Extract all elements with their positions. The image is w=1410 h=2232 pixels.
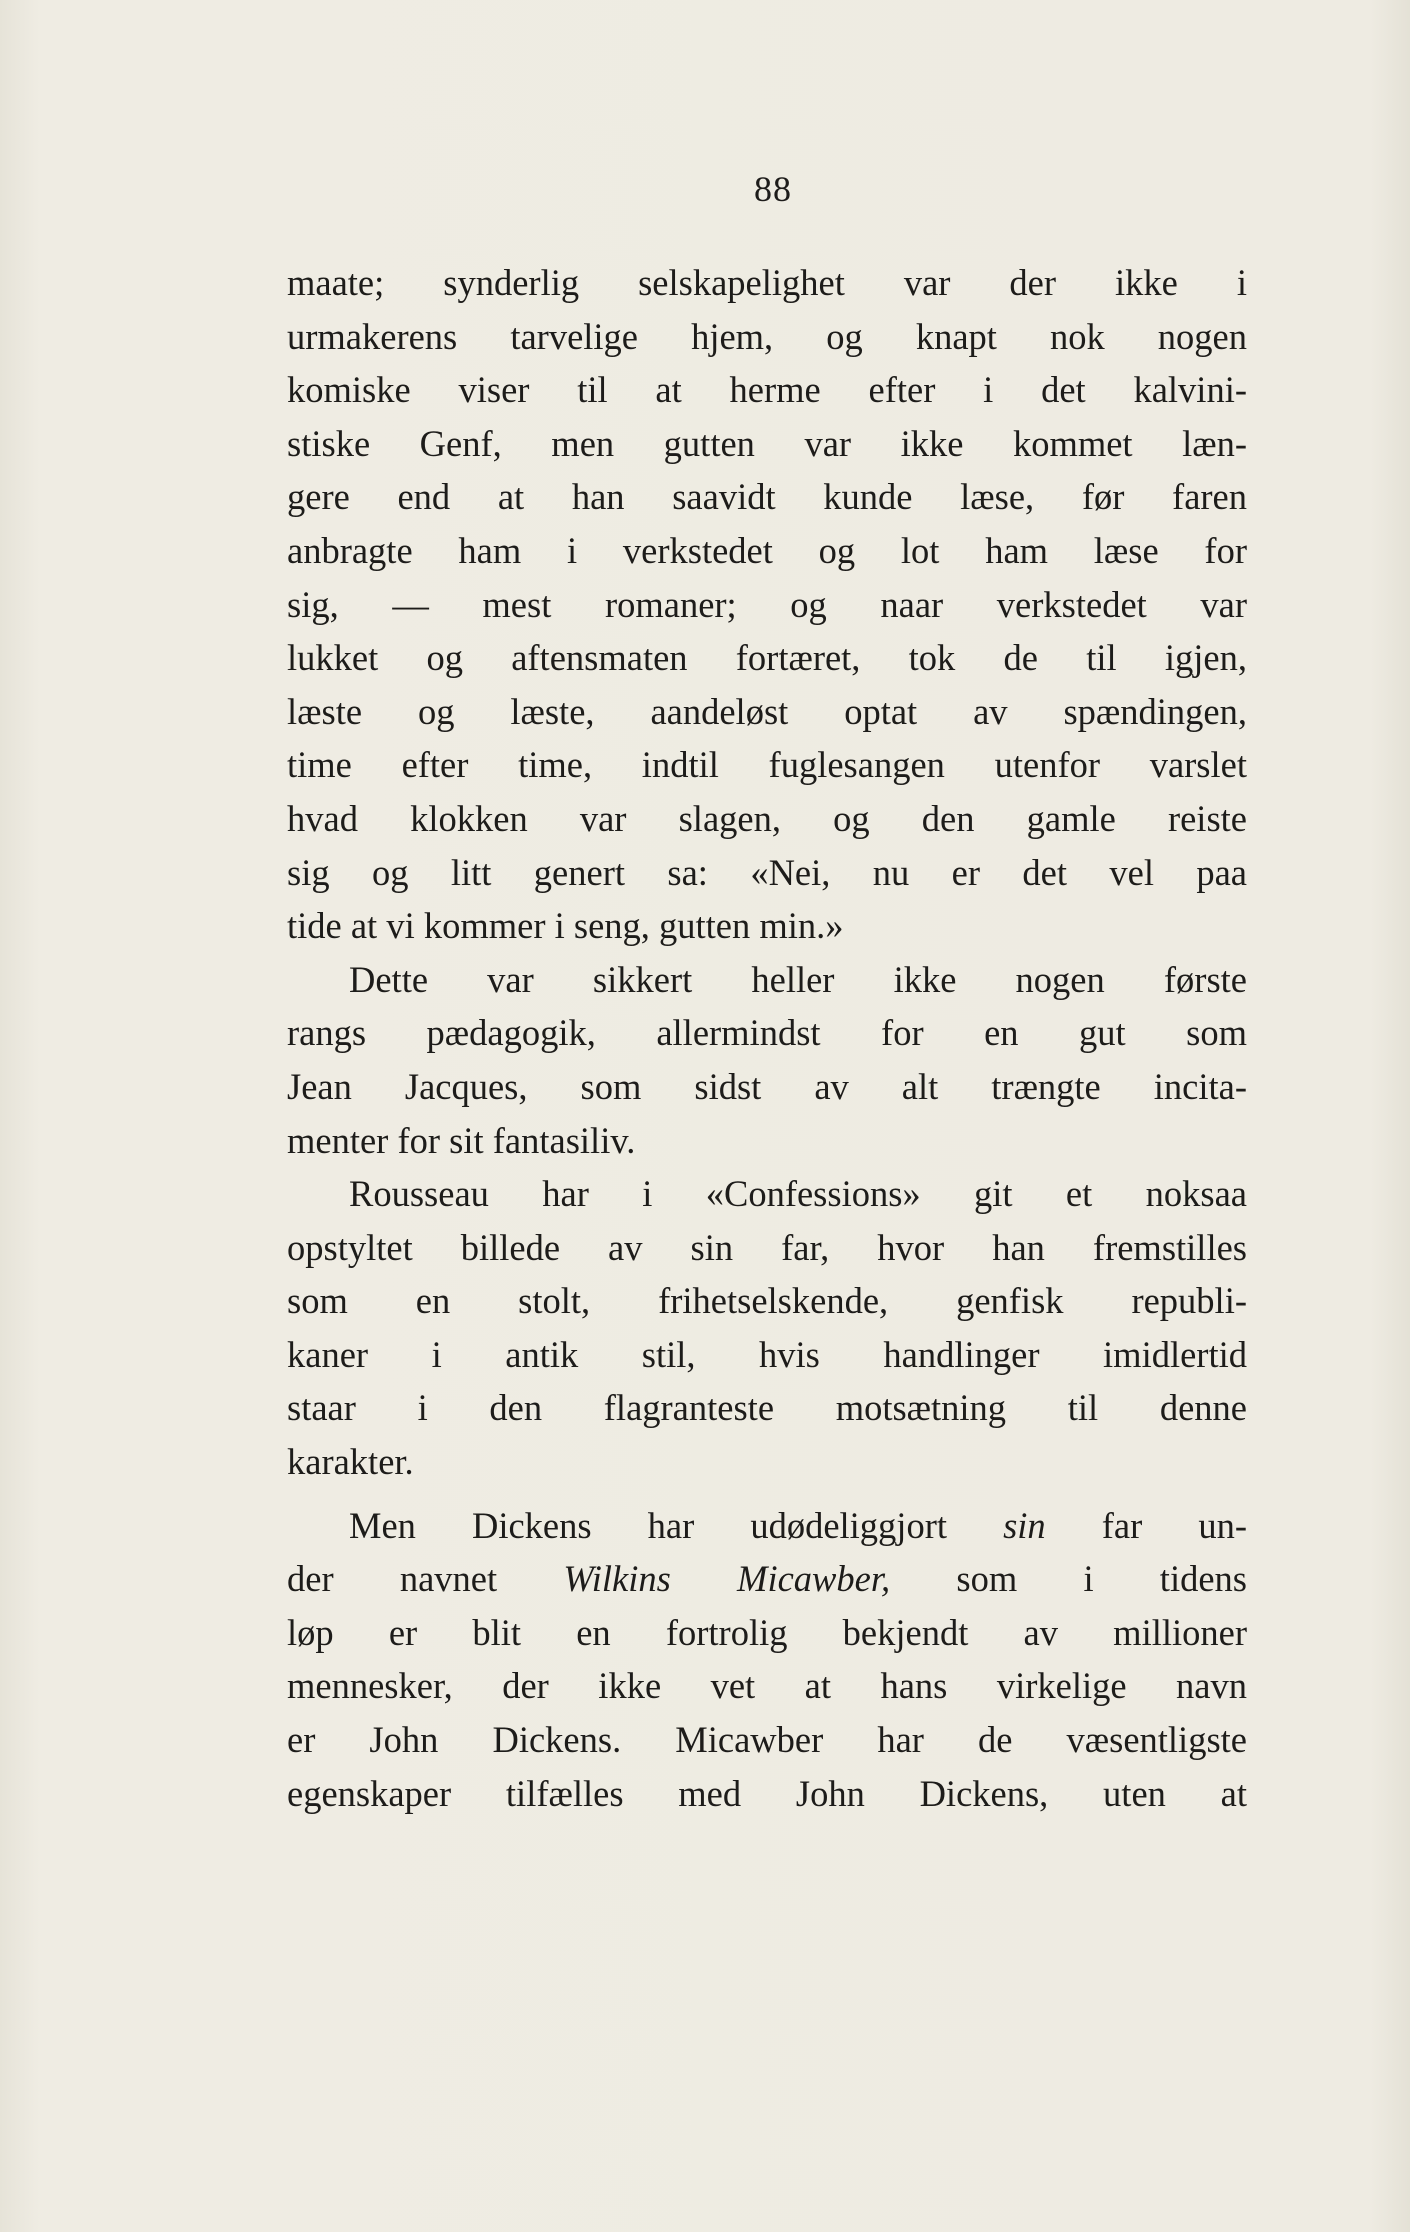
text-line: stiske Genf, men gutten var ikke kommet læn- [287,422,1247,464]
text-line: løp er blit en fortrolig bekjendt av millioner [287,1611,1247,1653]
text-line: læste og læste, aandeløst optat av spændingen, [287,690,1247,732]
text-run: Men Dickens har udødeliggjort [349,1504,1004,1546]
text-line [287,1499,1247,1553]
text-line: staar i den flagranteste motsætning til denne [287,1387,1247,1429]
body-text [287,256,1247,1820]
text-line: opstyltet billede av sin far, hvor han fremstilles [287,1226,1247,1268]
text-line: rangs pædagogik, allermindst for en gut som [287,1012,1247,1054]
text-line: hvad klokken var slagen, og den gamle reiste [287,797,1247,839]
text-line: menter for sit fantasiliv. [287,1119,636,1161]
text-line: time efter time, indtil fuglesangen utenfor varslet [287,744,1247,786]
text-line: sig og litt genert sa: «Nei, nu er det vel paa [287,851,1247,893]
text-line [287,1552,1247,1606]
text-run: der navnet [287,1558,564,1600]
paragraph-1 [287,256,1247,953]
text-line: Rousseau har i «Confessions» git et noksaa [349,1173,1247,1215]
text-line: som en stolt, frihetselskende, genfisk republi- [287,1280,1247,1322]
italic-text: Wilkins Micawber, [563,1558,891,1600]
text-line: sig, — mest romaner; og naar verkstedet var [287,583,1247,625]
text-line: mennesker, der ikke vet at hans virkelige navn [287,1665,1247,1707]
text-run: far un- [1045,1504,1247,1546]
paragraph-4 [287,1499,1247,1821]
text-line: kaner i antik stil, hvis handlinger imidlertid [287,1333,1247,1375]
text-line: gere end at han saavidt kunde læse, før faren [287,476,1247,518]
text-run: som i tidens [890,1558,1247,1600]
paragraph-3 [287,1167,1247,1489]
text-line: anbragte ham i verkstedet og lot ham læse for [287,529,1247,571]
text-line: Jean Jacques, som sidst av alt trængte incita- [287,1065,1247,1107]
text-line: tide at vi kommer i seng, gutten min.» [287,905,844,947]
page-number: 88 [754,169,792,209]
text-line: egenskaper tilfælles med John Dickens, uten at [287,1772,1247,1814]
text-line: karakter. [287,1441,414,1483]
paragraph-2 [287,953,1247,1167]
text-line: Dette var sikkert heller ikke nogen første [349,958,1247,1000]
text-line: maate; synderlig selskapelighet var der ikke i [287,262,1247,303]
italic-text: sin [1003,1504,1046,1546]
text-line: komiske viser til at herme efter i det kalvini- [287,369,1247,411]
text-line: urmakerens tarvelige hjem, og knapt nok nogen [287,315,1247,357]
text-line: lukket og aftensmaten fortæret, tok de til igjen, [287,637,1247,679]
text-line: er John Dickens. Micawber har de væsentligste [287,1719,1247,1761]
